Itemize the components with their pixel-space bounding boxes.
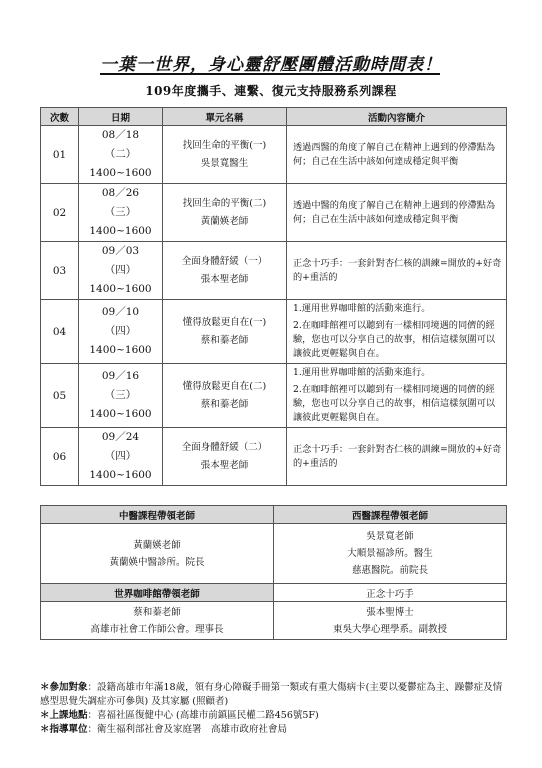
session-unit-cell <box>163 126 287 184</box>
note-label: ＊指導單位 <box>40 724 88 735</box>
description-text: 1.運用世界咖啡館的活動來進行。 <box>293 303 431 314</box>
teacher-affiliation: 黃蘭媖中醫診所。院長 <box>109 556 205 568</box>
note-location <box>40 709 510 723</box>
note-text: ：設籍高雄市年滿18歲，領有身心障礙手冊第一類或有重大傷病卡(主要以憂鬱症為主、躁鬱症及情感型思覺失調症亦可參與) 及其家屬 (照顧者) <box>40 682 503 707</box>
unit-name: 找回生命的平衡(二) <box>182 197 267 209</box>
note-label: ＊參加對象 <box>40 682 88 693</box>
teacher-name: 蔡和蓁老師 <box>133 606 181 618</box>
description-text: 2.在咖啡館裡可以聽到有一樣相同境遇的同儕的經驗，您也可以分享自己的故事，相信這樣氛圍可以讓彼此更輕鬆與自在。 <box>293 320 496 359</box>
column-header-date: 日期 <box>79 108 163 126</box>
mindful-hands-teacher-cell <box>274 602 507 640</box>
unit-teacher: 黃蘭媖老師 <box>200 215 249 227</box>
teachers-table <box>40 505 507 640</box>
title-underline <box>100 73 440 75</box>
session-number: 04 <box>41 300 79 364</box>
session-time: 1400~1600 <box>89 408 152 420</box>
session-date-cell <box>79 364 163 428</box>
description-text: 正念十巧手：一套針對杏仁核的訓練=開放的+好奇的+重活的 <box>293 443 502 469</box>
cafe-teacher-cell <box>41 602 274 640</box>
session-number: 01 <box>41 126 79 184</box>
session-description <box>287 184 507 242</box>
session-date-cell <box>79 126 163 184</box>
table-row <box>41 364 507 428</box>
tcm-teacher-cell <box>41 524 274 584</box>
teacher-name: 吳景寬老師 <box>366 531 414 542</box>
unit-name: 全面身體舒緩（一） <box>181 255 268 267</box>
note-target <box>40 681 510 709</box>
session-description <box>287 300 507 364</box>
wm-teacher-header: 西醫課程帶領老師 <box>274 506 507 524</box>
schedule-header-row <box>41 108 507 126</box>
session-number: 06 <box>41 428 79 486</box>
page-subtitle: 109年度攜手、連繫、復元支持服務系列課程 <box>145 84 397 98</box>
description-text: 透過西醫的角度了解自己在精神上遇到的停滯點為何；自己在生活中該如何達成穩定與平衡 <box>293 141 496 167</box>
unit-name: 找回生命的平衡(一) <box>182 139 267 151</box>
schedule-table <box>40 107 507 486</box>
wm-teacher-cell <box>274 524 507 584</box>
session-description <box>287 428 507 486</box>
description-text: 正念十巧手：一套針對杏仁核的訓練=開放的+好奇的+重活的 <box>293 257 502 283</box>
teacher-name: 張本聖博士 <box>366 606 414 618</box>
session-number: 02 <box>41 184 79 242</box>
mindful-hands-header: 正念十巧手 <box>274 584 507 602</box>
session-weekday: （二） <box>104 148 137 160</box>
table-row <box>41 300 507 364</box>
session-unit-cell <box>163 184 287 242</box>
table-row <box>41 126 507 184</box>
session-date: 09／03 <box>101 245 140 257</box>
session-description <box>287 364 507 428</box>
page-title: 一葉一世界，身心靈舒壓團體活動時間表！ <box>100 55 442 75</box>
session-time: 1400~1600 <box>89 225 152 237</box>
unit-teacher: 張本聖老師 <box>200 459 249 471</box>
session-time: 1400~1600 <box>89 344 152 356</box>
description-text: 透過中醫的角度了解自己在精神上遇到的停滯點為何；自己在生活中該如何達成穩定與平衡 <box>293 199 496 225</box>
session-description <box>287 126 507 184</box>
session-weekday: （四） <box>104 450 137 462</box>
session-time: 1400~1600 <box>89 469 152 481</box>
session-time: 1400~1600 <box>89 167 152 179</box>
unit-teacher: 張本聖老師 <box>200 273 249 285</box>
unit-teacher: 蔡和蓁老師 <box>200 334 249 346</box>
teacher-affiliation: 東吳大學心理學系。副教授 <box>332 623 447 635</box>
session-time: 1400~1600 <box>89 283 152 295</box>
note-text: ：喜福社區復健中心 (高雄市前鎮區民權二路456號5F) <box>87 710 319 721</box>
description-text: 1.運用世界咖啡館的活動來進行。 <box>293 367 431 378</box>
session-number: 03 <box>41 242 79 300</box>
teacher-name: 黃蘭媖老師 <box>133 539 181 551</box>
session-date: 09／10 <box>101 306 140 318</box>
session-weekday: （三） <box>104 389 137 401</box>
session-unit-cell <box>163 242 287 300</box>
session-unit-cell <box>163 364 287 428</box>
session-date: 08／26 <box>101 187 140 199</box>
teacher-affiliation: 大順景福診所。醫生 <box>347 548 433 559</box>
note-text: ：衛生福利部社會及家庭署 高雄市政府社會局 <box>87 724 288 735</box>
session-weekday: （四） <box>104 325 137 337</box>
unit-teacher: 吳景寬醫生 <box>200 157 249 169</box>
description-text: 2.在咖啡館裡可以聽到有一樣相同境遇的同儕的經驗，您也可以分享自己的故事，相信這樣氛圍可以讓彼此更輕鬆與自在。 <box>293 384 496 423</box>
session-weekday: （四） <box>104 264 137 276</box>
tcm-teacher-header: 中醫課程帶領老師 <box>41 506 274 524</box>
unit-teacher: 蔡和蓁老師 <box>200 398 249 410</box>
session-unit-cell <box>163 300 287 364</box>
session-date-cell <box>79 184 163 242</box>
table-row <box>41 184 507 242</box>
teacher-affiliation: 慈惠醫院。前院長 <box>351 565 428 576</box>
session-date: 08／18 <box>101 129 140 141</box>
teacher-affiliation: 高雄市社會工作師公會。理事長 <box>90 623 224 635</box>
unit-name: 懂得放鬆更自在(一) <box>182 316 267 328</box>
session-date-cell <box>79 300 163 364</box>
unit-name: 懂得放鬆更自在(二) <box>182 380 267 392</box>
unit-name: 全面身體舒緩（二） <box>181 441 268 453</box>
session-weekday: （三） <box>104 206 137 218</box>
cafe-teacher-header: 世界咖啡館帶領老師 <box>41 584 274 602</box>
note-label: ＊上課地點 <box>40 710 88 721</box>
session-number: 05 <box>41 364 79 428</box>
session-date-cell <box>79 242 163 300</box>
note-guidance <box>40 723 510 737</box>
session-date: 09／24 <box>101 431 140 443</box>
session-date-cell <box>79 428 163 486</box>
column-header-content: 活動內容簡介 <box>287 108 507 126</box>
session-description <box>287 242 507 300</box>
column-header-session: 次數 <box>41 108 79 126</box>
session-unit-cell <box>163 428 287 486</box>
column-header-unit: 單元名稱 <box>163 108 287 126</box>
table-row <box>41 428 507 486</box>
session-date: 09／16 <box>101 370 140 382</box>
table-row <box>41 242 507 300</box>
notes-section <box>40 681 510 737</box>
